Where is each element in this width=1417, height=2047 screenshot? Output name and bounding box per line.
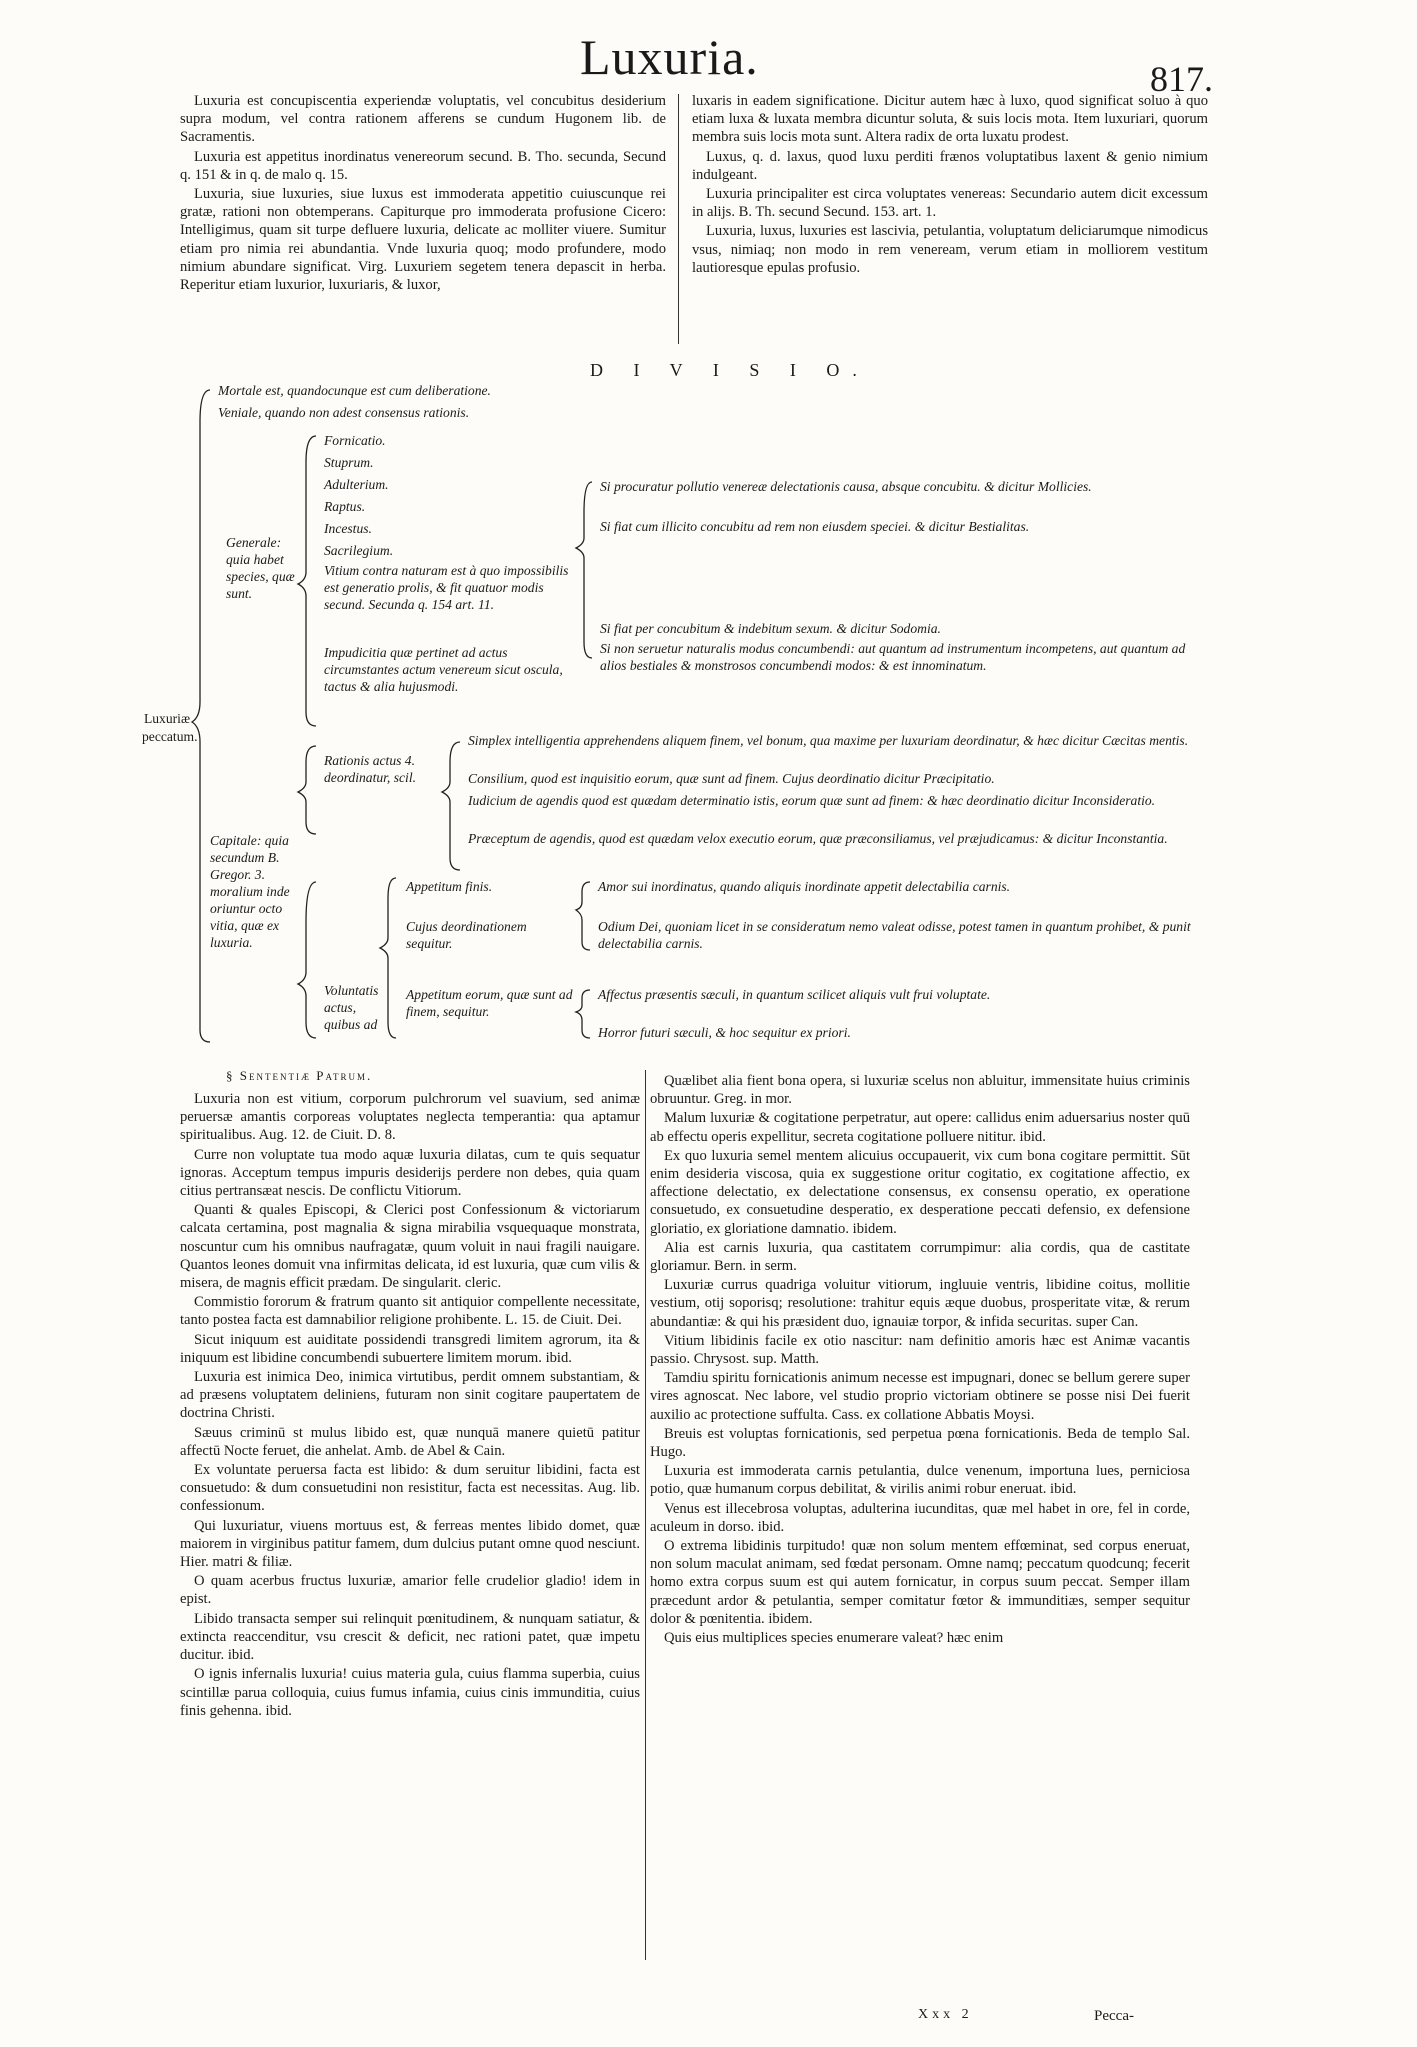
- affectus-horror-brace: [576, 990, 590, 1038]
- rationis-item: Iudicium de agendis quod est quædam determinatio istis, eorum quæ sunt ad finem: & hæc deordinatio dicitur Inconsideratio.: [468, 793, 1156, 808]
- vitium-contra-naturam: Vitium contra naturam est à quo impossibilis est generatio prolis, & fit quatuor modis secund. Secunda q. 154 art. 11.: [324, 563, 569, 612]
- sententia-paragraph: O quam acerbus fructus luxuriæ, amarior felle crudelior gladio! idem in epist.: [180, 1573, 640, 1608]
- rationis-item: Præceptum de agendis, quod est quædam velox executio eorum, quæ præconsiliamus, vel præjudicamus: & dicitur Inconstantia.: [468, 831, 1168, 846]
- species-item: Raptus.: [324, 499, 366, 514]
- species-item: Sacrilegium.: [324, 543, 394, 558]
- intro-left-column: [180, 92, 666, 295]
- intro-paragraph: luxaris in eadem significatione. Dicitur autem hæc à luxo, quod significat soluo à quo etiam luxa & luxata membra dicuntur soluta, & suis locis mota. Item luxuriari, quorum membra suis locis mota sunt. Altera radix de orta luxatu prodest.: [692, 93, 1208, 146]
- sententia-paragraph: Venus est illecebrosa voluptas, adulterina iucunditas, quæ mel habet in ore, fel in corde, aculeum in dorso. ibid.: [650, 1500, 1190, 1535]
- sententiae-left-column: [180, 1090, 640, 1721]
- amor-odium-brace: [576, 882, 590, 950]
- impudicitia: Impudicitia quæ pertinet ad actus circumstantes actum venereum sicut oscula, tactus & alia hujusmodi.: [324, 645, 563, 694]
- intro-paragraph: Luxus, q. d. laxus, quod luxu perditi frænos voluptatibus laxent & genio nimium indulgeant.: [692, 148, 1208, 183]
- voluntatis-sub: Cujus deordinationem sequitur.: [406, 919, 527, 951]
- sententia-paragraph: Luxuria est immoderata carnis petulantia, dulce venenum, importuna lues, perniciosa potio, quæ humanum corpus debilitat, & virilis animi robur eneruat. ibid.: [650, 1463, 1190, 1498]
- column-divider: [678, 94, 679, 344]
- intro-paragraph: Luxuria, siue luxuries, siue luxus est immoderata appetitio cuiuscunque rei gratæ, rationi non obtemperans. Capiturque pro immoderata profusione Cicero: Intelligimus, quam sit turpe defluere luxuria, delicate ac molliter viuere. Sumitur etiam pro nimia rei abundantia. Vnde luxuria quoq; modo profundere, modo nimium abundare significat. Virg. Luxuriem segetem tenera depascit in herba. Reperitur etiam luxurior, luxuriaris, & luxor,: [180, 186, 666, 294]
- species-item: Fornicatio.: [324, 433, 386, 448]
- voluntatis-label: Voluntatis actus, quibus ad: [324, 983, 379, 1032]
- rationis-item: Simplex intelligentia apprehendens aliquem finem, vel bonum, qua maxime per luxuriam deordinatur, & hæc dicitur Cæcitas mentis.: [468, 733, 1189, 748]
- sententiae-heading: § Sententiæ Patrum.: [226, 1068, 373, 1083]
- sententiae-right-column: [650, 1072, 1190, 1648]
- sententia-paragraph: Commistio fororum & fratrum quanto sit antiquior compellente necessitate, tanto postea facta est damnabilior religione prohibente. L. 15. de Ciuit. Dei.: [180, 1294, 640, 1329]
- page-title: Luxuria.: [580, 29, 759, 85]
- voluntatis-item: Affectus præsentis sæculi, in quantum scilicet aliquis vult frui voluptate.: [598, 987, 991, 1002]
- rationis-item: Consilium, quod est inquisitio eorum, quæ sunt ad finem. Cujus deordinatio dicitur Præcipitatio.: [468, 771, 995, 786]
- sententia-paragraph: Luxuria est inimica Deo, inimica virtutibus, perdit omnem substantiam, & ad præsens voluptatem deliniens, futuram non sinit cogitare paupertatem de doctrina Christi.: [180, 1369, 640, 1422]
- sententia-paragraph: Ex quo luxuria semel mentem alicuius occupauerit, vix cum bona cogitare permittit. Sūt enim desideria viscosa, quia ex suggestione oritur cogitatio, ex cogitatione affectio, ex affectione delectatio, ex delectatione consensus, ex consensu operatio, ex operatione consuetudo, ex consuetudine desperatio, ex desperatione peccati defensio, ex defensione gloriatio, ex gloriatione damnatio. ibidem.: [650, 1147, 1190, 1237]
- sententia-paragraph: Tamdiu spiritu fornicationis animum necesse est impugnari, donec se bellum gerere super vires agnoscat. Nec labore, vel studio proprio victoriam obtinere se posse nisi Dei fuerit auxilio ac protectione suffulta. Cass. ex collatione Abbatis Moysi.: [650, 1370, 1190, 1423]
- page-number: 817.: [1150, 59, 1213, 99]
- voluntatis-sub: Appetitum eorum, quæ sunt ad finem, sequitur.: [406, 987, 573, 1019]
- intro-paragraph: Luxuria est concupiscentia experiendæ voluptatis, vel concubitus desiderium supra modum, vel contra rationem afferens se cundum Hugonem lib. de Sacramentis.: [180, 93, 666, 146]
- sententia-paragraph: Vitium libidinis facile ex otio nascitur: nam definitio amoris hæc est Animæ vacantis passio. Chrysost. sup. Matth.: [650, 1332, 1190, 1368]
- sententia-paragraph: Qui luxuriatur, viuens mortuus est, & ferreas mentes libido domet, quæ maiorem in virginibus patitur famem, dum dulcius putant omne quod nesciunt. Hier. matri & filiæ.: [180, 1517, 640, 1571]
- species-item: Stuprum.: [324, 455, 374, 470]
- sententia-paragraph: Curre non voluptate tua modo aquæ luxuria dilatas, cum te quis sequatur ignoras. Acceptum tempus impuris desiderijs perdere non debes, quia quam citius pertransæat nescis. De conflictu Vitiorum.: [180, 1146, 640, 1200]
- vitium-brace: [576, 482, 592, 658]
- rationis-items-brace: [442, 742, 460, 870]
- voluntatis-item: Horror futuri sæculi, & hoc sequitur ex priori.: [598, 1025, 851, 1040]
- rationis-group-brace: [298, 746, 316, 834]
- root-brace: [192, 390, 210, 1042]
- signature-mark: Xxx 2: [918, 2007, 973, 2022]
- vitium-sub-item: Si fiat cum illicito concubitu ad rem non eiusdem speciei. & dicitur Bestialitas.: [600, 519, 1030, 534]
- sententia-paragraph: O extrema libidinis turpitudo! quæ non solum mentem effœminat, sed corpus eneruat, non solum maculat animam, sed fœdat personam. Omne namq; peccatum quodcunq; fecerit homo extra corpus suum est qui autem fornicatur, in corpus suum peccat. Semper illam præcedunt ardor & petulantia, semper comitatur fœtor & immunditiæs, semper sequitur dolor & pœnitentia. ibidem.: [650, 1538, 1190, 1627]
- sententia-paragraph: Libido transacta semper sui relinquit pœnitudinem, & nunquam satiatur, & extincta reaccenditur, vsu crescit & deficit, nec rationi patet, quæ impetu ducitur. ibid.: [180, 1610, 640, 1664]
- sententia-paragraph: Quis eius multiplices species enumerare valeat? hæc enim: [664, 1630, 1004, 1647]
- sententia-paragraph: Alia est carnis luxuria, qua castitatem corrumpimur: alia cordis, qua de castitate gloriamur. Bern. in serm.: [650, 1239, 1190, 1275]
- sententia-paragraph: Quanti & quales Episcopi, & Clerici post Confessionum & victoriarum calcata certamina, post magnalia & signa mirabilia vsquequaque monstrata, noscuntur cum his omnibus naufragatæ, quum voluit in naui fragili nauigare. Quantos leones domuit vna infirmitas delicata, id est luxuria, quæ cum vilis & misera, de magnis efficit prædam. De singularit. cleric.: [180, 1202, 640, 1292]
- generale-label: Generale: quia habet species, quæ sunt.: [226, 535, 295, 601]
- sententia-paragraph: Sicut iniquum est auiditate possidendi transgredi limitem agrorum, ita & iniquum est libidine concumbendi subuertere limitem morum. ibid.: [180, 1331, 640, 1366]
- intro-paragraph: Luxuria principaliter est circa voluptates venereas: Secundario autem dicit excessum in alijs. B. Th. secund Secund. 153. art. 1.: [692, 186, 1208, 221]
- voluntatis-sub: Appetitum finis.: [406, 879, 493, 894]
- sententia-paragraph: Luxuria non est vitium, corporum pulchrorum vel suavium, sed animæ peruersæ amantis corporeas voluptates neglecta temperantia: qua aptamur spiritualibus. Aug. 12. de Ciuit. D. 8.: [180, 1091, 640, 1144]
- sententia-paragraph: Ex voluntate peruersa facta est libido: & dum seruitur libidini, facta est consuetudo: & dum consuetudini non resistitur, facta est necessitas. Aug. lib. confessionum.: [180, 1462, 640, 1515]
- vitium-sub-item: Si non seruetur naturalis modus concumbendi: aut quantum ad instrumentum incompetens, aut quantum ad alios bestiales & monstrosos concumbendi modos: & est innominatum.: [600, 641, 1186, 673]
- voluntatis-item: Odium Dei, quoniam licet in se consideratum nemo valeat odisse, potest tamen in quantum prohibet, & punit delectabilia carnis.: [598, 919, 1191, 951]
- sententia-paragraph: Malum luxuriæ & cogitatione perpetratur, aut opere: callidus enim aduersarius noster quū ab effectu operis expellitur, secreta cogitatione polluere nititur. ibid.: [650, 1110, 1190, 1145]
- vitium-sub-item: Si fiat per concubitum & indebitum sexum. & dicitur Sodomia.: [600, 621, 941, 636]
- species-item: Incestus.: [324, 521, 372, 536]
- rationis-label: Rationis actus 4. deordinatur, scil.: [324, 753, 417, 785]
- vitium-sub-item: Si procuratur pollutio venereæ delectationis causa, absque concubitu. & dicitur Mollicies.: [600, 479, 1092, 494]
- voluntatis-item: Amor sui inordinatus, quando aliquis inordinate appetit delectabilia carnis.: [598, 879, 1011, 894]
- intro-paragraph: Luxuria est appetitus inordinatus venereorum secund. B. Tho. secunda, Secund q. 151 & in q. de malo q. 15.: [180, 148, 666, 183]
- catchword: Pecca-: [1094, 2008, 1134, 2024]
- sententia-paragraph: Sæuus criminū st mulus libido est, quæ nunquā manere quietū patitur affectū Nocte feruet, die anhelat. Amb. de Abel & Cain.: [180, 1424, 640, 1459]
- generale-brace: [298, 436, 316, 726]
- intro-paragraph: Luxuria, luxus, luxuries est lascivia, petulantia, voluptatum deliciarumque nimodicus vsus, nimiaq; non modo in rem veneream, verum etiam in molliorem vestitum lautioresque epulas profusio.: [692, 223, 1208, 276]
- sententia-paragraph: Breuis est voluptas fornicationis, sed perpetua pœna fornicationis. Beda de templo Sal. Hugo.: [650, 1425, 1190, 1461]
- divisio-heading: D I V I S I O.: [590, 360, 870, 380]
- sententia-paragraph: O ignis infernalis luxuria! cuius materia gula, cuius flamma superbia, cuius scintillæ parua colloquia, cuius fumus infamia, cuius cinis immunditia, cuius finis gehenna. ibid.: [180, 1666, 640, 1719]
- species-item: Adulterium.: [324, 477, 389, 492]
- mortale-branch: Mortale est, quandocunque est cum deliberatione.: [218, 383, 491, 398]
- column-divider: [645, 1070, 646, 1960]
- root-label: Luxuriæ peccatum.: [142, 711, 198, 744]
- sententia-paragraph: Quælibet alia fient bona opera, si luxuriæ scelus non abluitur, immensitate huius criminis obruuntur. Greg. in mor.: [650, 1073, 1190, 1108]
- divisio-tree: [130, 382, 1220, 1052]
- voluntatis-group-brace: [298, 882, 316, 1038]
- veniale-branch: Veniale, quando non adest consensus rationis.: [218, 405, 470, 420]
- sententia-paragraph: Luxuriæ currus quadriga voluitur vitiorum, ingluuie ventris, libidine coitus, mollitie vestium, otij soporisq; resolutione: trahitur equis æque duobus, prosperitate vitæ, & rerum abundantiæ: & qui his præsident duo, ignauiæ torpor, & infida securitas. super Can.: [650, 1277, 1190, 1330]
- capitale-label: Capitale: quia secundum B. Gregor. 3. moralium inde oriuntur octo vitia, quæ ex luxuria.: [210, 833, 290, 950]
- intro-right-column: [692, 92, 1208, 278]
